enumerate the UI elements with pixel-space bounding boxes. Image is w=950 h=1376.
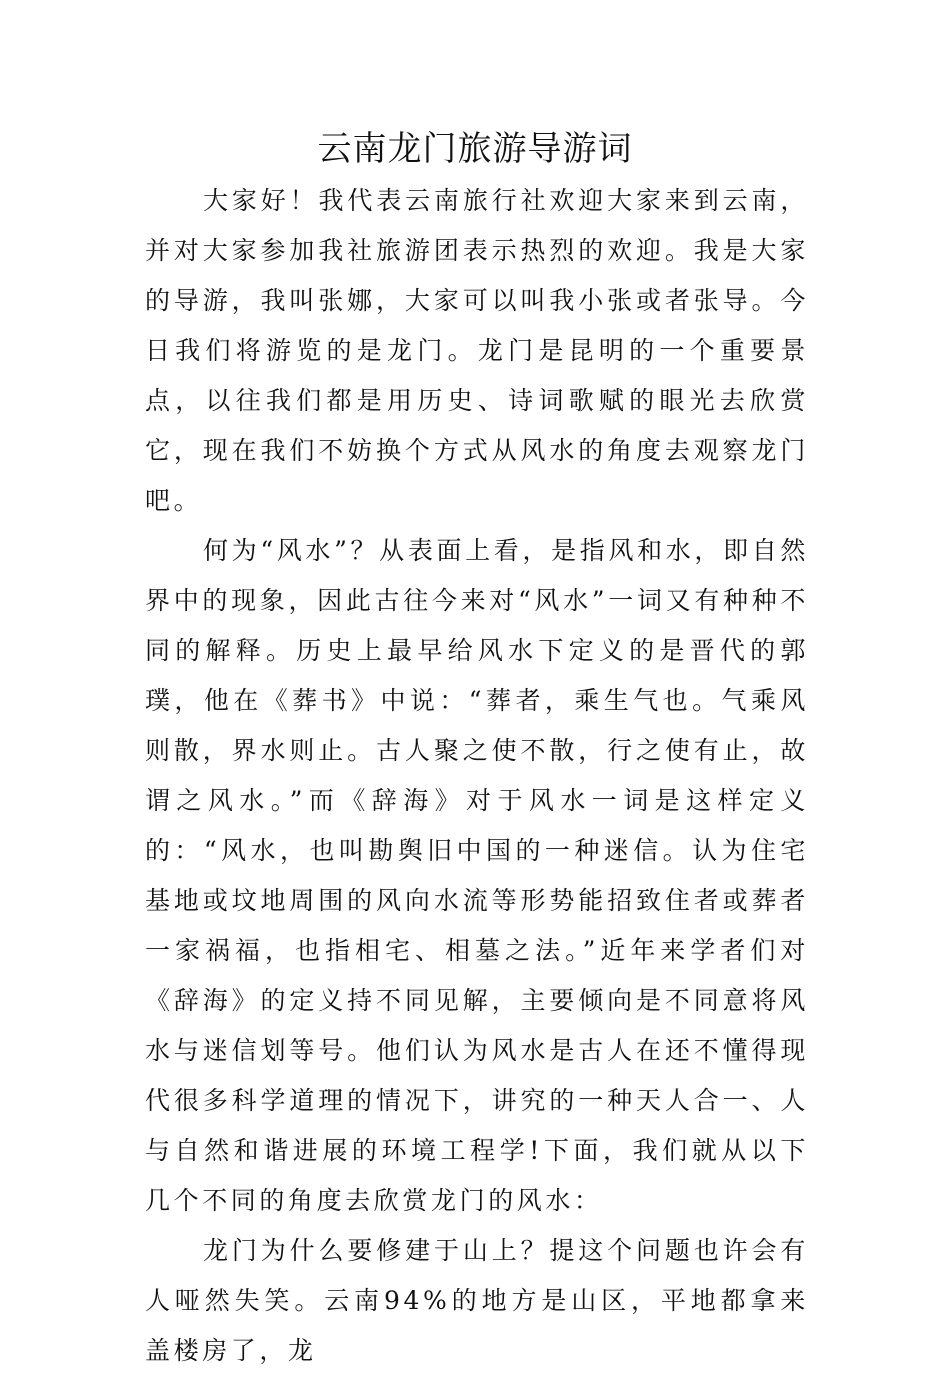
paragraph-mountain-location: 龙门为什么要修建于山上？提这个问题也许会有人哑然失笑。云南94%的地方是山区，平地都拿来盖楼房了，龙 bbox=[145, 1236, 809, 1365]
document-body bbox=[145, 176, 809, 1376]
paragraph-welcome: 大家好！我代表云南旅行社欢迎大家来到云南，并对大家参加我社旅游团表示热烈的欢迎。我是大家的导游，我叫张娜，大家可以叫我小张或者张导。今日我们将游览的是龙门。龙门是昆明的一个重要景点，以往我们都是用历史、诗词歌赋的眼光去欣赏它，现在我们不妨换个方式从风水的角度去观察龙门吧。 bbox=[145, 186, 809, 515]
document-title: 云南龙门旅游导游词 bbox=[317, 129, 633, 169]
paragraph-fengshui-definition: 何为“风水”？从表面上看，是指风和水，即自然界中的现象，因此古往今来对“风水”一词又有种种不同的解释。历史上最早给风水下定义的是晋代的郭璞，他在《葬书》中说：“葬者，乘生气也。气乘风则散，界水则止。古人聚之使不散，行之使有止，故谓之风水。”而《辞海》对于风水一词是这样定义的：“风水，也叫勘舆旧中国的一种迷信。认为住宅基地或坟地周围的风向水流等形势能招致住者或葬者一家祸福，也指相宅、相墓之法。”近年来学者们对《辞海》的定义持不同见解，主要倾向是不同意将风水与迷信划等号。他们认为风水是古人在还不懂得现代很多科学道理的情况下，讲究的一种天人合一、人与自然和谐进展的环境工程学!下面，我们就从以下几个不同的角度去欣赏龙门的风水： bbox=[145, 536, 809, 1215]
